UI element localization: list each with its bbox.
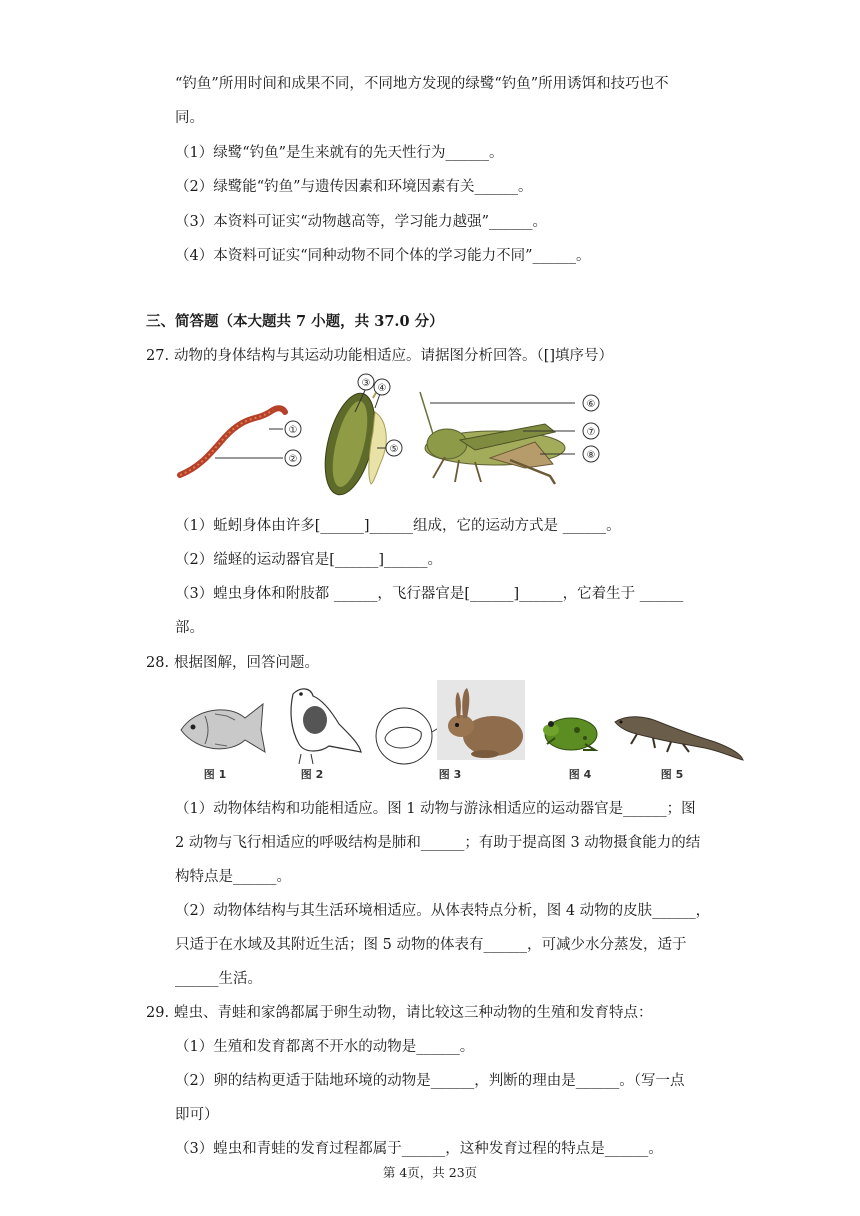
q29-item-2: （2）卵的结构更适于陆地环境的动物是______，判断的理由是______。（写一点 — [175, 1073, 685, 1089]
razor-clam-image — [316, 384, 386, 500]
rabbit-skull-inset — [376, 708, 445, 764]
q27-stem-text: 动物的身体结构与其运动功能相适应。请据图分析回答。（[]填序号） — [174, 348, 614, 364]
figure-label-1: ① — [288, 425, 298, 436]
q28-item-2-line-3: ______生活。 — [175, 971, 262, 987]
figure-label-2: ② — [288, 454, 298, 465]
figure-label-8: ⑧ — [586, 450, 596, 461]
intro-line-1: “钓鱼”所用时间和成果不同，不同地方发现的绿鹭“钓鱼”所用诱饵和技巧也不 — [175, 76, 669, 92]
q27-number: 27. — [146, 348, 170, 364]
q28-item-2-line-2: 只适于在水域及其附近生活；图 5 动物的体表有______，可减少水分蒸发，适于 — [175, 937, 687, 953]
q29-number: 29. — [146, 1005, 170, 1021]
figure-caption-3: 图 3 — [438, 768, 462, 781]
grasshopper-image — [420, 392, 565, 484]
q29-stem — [146, 1001, 653, 1022]
q28-stem-text: 根据图解，回答问题。 — [174, 655, 319, 671]
q28-stem — [146, 651, 319, 672]
q27-stem — [146, 344, 613, 365]
q26-item-3: （3）本资料可证实“动物越高等，学习能力越强”______。 — [175, 214, 548, 230]
earthworm-image — [180, 408, 285, 475]
figure-label-7: ⑦ — [586, 427, 596, 438]
pigeon-image — [291, 689, 361, 764]
q27-item-3-cont: 部。 — [175, 620, 204, 636]
page-footer: 第 4页，共 23页 — [382, 1165, 478, 1180]
figure-caption-5: 图 5 — [660, 768, 684, 781]
q29-item-1: （1）生殖和发育都离不开水的动物是______。 — [175, 1039, 475, 1055]
frog-image — [543, 718, 597, 750]
q27-item-1: （1）蚯蚓身体由许多[______]______组成，它的运动方式是 ______。 — [175, 518, 621, 534]
q29-stem-text: 蝗虫、青蛙和家鸽都属于卵生动物，请比较这三种动物的生殖和发育特点： — [174, 1005, 653, 1021]
q26-item-2: （2）绿鹭能“钓鱼”与遗传因素和环境因素有关______。 — [175, 179, 533, 195]
q28-figure — [175, 678, 750, 788]
q28-item-1-line-2: 2 动物与飞行相适应的呼吸结构是肺和______；有助于提高图 3 动物摄食能力的结 — [175, 835, 701, 851]
section-title: 三、简答题（本大题共 7 小题，共 37.0 分） — [146, 313, 444, 330]
figure-caption-1: 图 1 — [203, 768, 227, 781]
q28-number: 28. — [146, 655, 170, 671]
figure-label-3: ③ — [361, 378, 371, 389]
figure-label-6: ⑥ — [586, 399, 596, 410]
q26-item-1: （1）绿鹭“钓鱼”是生来就有的先天性行为______。 — [175, 145, 504, 161]
q29-item-2-cont: 即可） — [175, 1107, 219, 1123]
lizard-image — [615, 717, 743, 760]
figure-label-5: ⑤ — [389, 444, 399, 455]
q28-item-2-line-1: （2）动物体结构与其生活环境相适应。从体表特点分析，图 4 动物的皮肤______， — [175, 903, 711, 919]
q28-item-1-line-3: 构特点是______。 — [175, 869, 291, 885]
fish-image — [181, 704, 265, 752]
q27-item-2: （2）缢蛏的运动器官是[______]______。 — [175, 552, 443, 568]
figure-caption-4: 图 4 — [568, 768, 592, 781]
figure-caption-2: 图 2 — [300, 768, 324, 781]
q27-figure — [175, 372, 615, 500]
q27-item-3: （3）蝗虫身体和附肢都 ______，飞行器官是[______]______，它着生于 ______ — [175, 586, 684, 602]
intro-line-2: 同。 — [175, 110, 204, 126]
q28-item-1-line-1: （1）动物体结构和功能相适应。图 1 动物与游泳相适应的运动器官是______；图 — [175, 801, 696, 817]
figure-label-4: ④ — [377, 383, 387, 394]
q29-item-3: （3）蝗虫和青蛙的发育过程都属于______，这种发育过程的特点是______。 — [175, 1141, 663, 1157]
q26-item-4: （4）本资料可证实“同种动物不同个体的学习能力不同”______。 — [175, 248, 591, 264]
